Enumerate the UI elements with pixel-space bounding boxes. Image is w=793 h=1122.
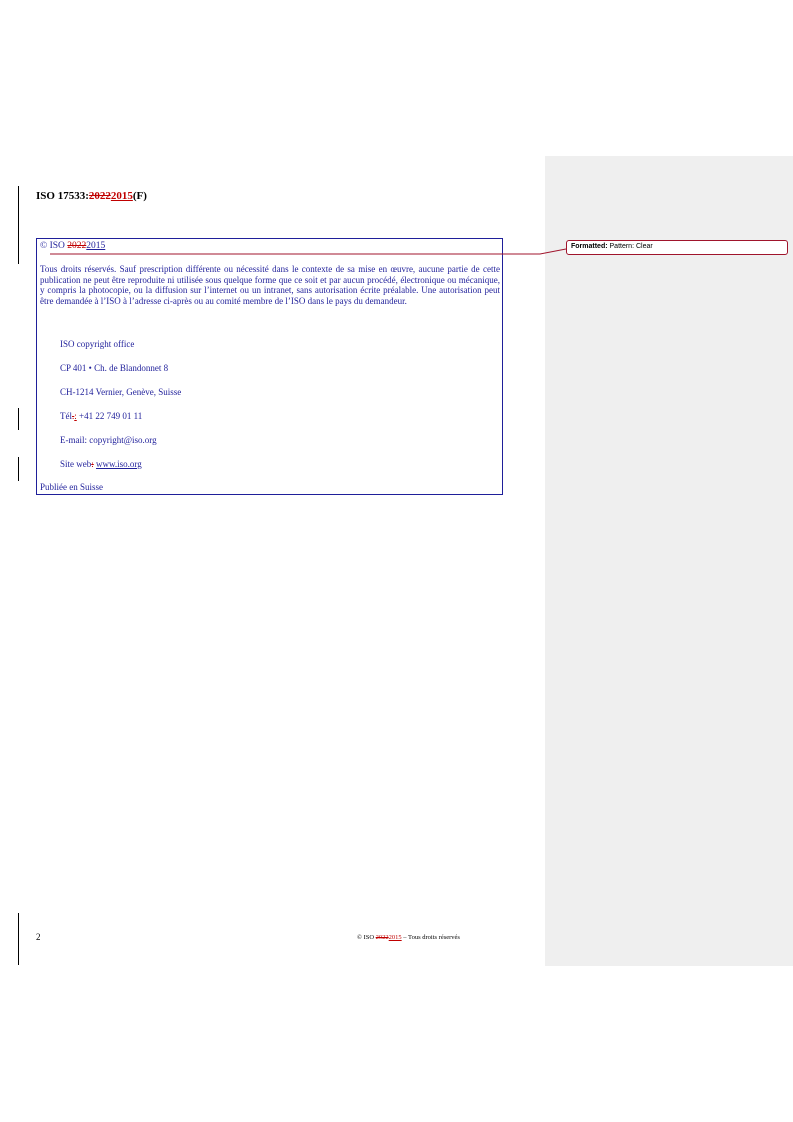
copyright-iso: ISO bbox=[49, 241, 65, 251]
footer-copy-prefix: © ISO bbox=[357, 934, 376, 941]
footer-year-inserted: 2015 bbox=[388, 934, 402, 941]
tel-label: Tél bbox=[60, 411, 72, 421]
change-bar bbox=[18, 457, 19, 481]
copyright-year-inserted: 2015 bbox=[86, 241, 106, 251]
copyright-office: ISO copyright office bbox=[60, 339, 135, 349]
published-in: Publiée en Suisse bbox=[40, 482, 103, 492]
comment-text: Pattern: Clear bbox=[607, 243, 653, 250]
header-year-deleted: 2022 bbox=[88, 190, 111, 202]
website-link[interactable]: www.iso.org bbox=[96, 459, 142, 469]
header-prefix: ISO 17533: bbox=[36, 190, 89, 202]
tel-deleted: . bbox=[72, 411, 75, 421]
formatting-comment-balloon[interactable] bbox=[566, 240, 788, 255]
web-label: Site web bbox=[60, 459, 92, 469]
page-header-title bbox=[36, 190, 147, 202]
web-deleted: : bbox=[91, 459, 94, 469]
change-bar bbox=[18, 913, 19, 965]
copyright-box bbox=[36, 238, 503, 495]
copyright-symbol: © bbox=[40, 241, 48, 251]
tel-value: +41 22 749 01 11 bbox=[76, 411, 143, 421]
tel-inserted: : bbox=[74, 411, 77, 421]
copyright-address-1: CP 401 • Ch. de Blandonnet 8 bbox=[60, 363, 169, 373]
footer-copy-suffix: – Tous droits réservés bbox=[401, 934, 460, 941]
footer-year-deleted: 2022 bbox=[375, 934, 389, 941]
copyright-paragraph: Tous droits réservés. Sauf prescription différente ou nécessité dans le contexte de sa mise en œuvre, aucune partie de cette publication ne peut être reproduite ni utilisée sous quelque forme que ce soit et par aucun procédé, électronique ou mécanique, y compris la photocopie, ou la diffusion sur l’internet ou un intranet, sans autorisation écrite préalable. Une autorisation peut être demandée à l’ISO à l’adresse ci-après ou au comité membre de l’ISO dans le pays du demandeur. bbox=[40, 264, 500, 306]
copyright-email: E-mail: copyright@iso.org bbox=[60, 435, 157, 445]
copyright-telephone bbox=[60, 411, 142, 422]
copyright-year-deleted: 2022 bbox=[67, 241, 87, 251]
change-bar bbox=[18, 186, 19, 264]
change-bar bbox=[18, 408, 19, 430]
comment-connector-line bbox=[50, 248, 566, 256]
header-suffix: (F) bbox=[132, 190, 147, 202]
footer-copyright bbox=[357, 934, 460, 941]
header-year-inserted: 2015 bbox=[110, 190, 133, 202]
page-number: 2 bbox=[36, 932, 41, 942]
copyright-website bbox=[60, 459, 142, 470]
markup-pane bbox=[545, 156, 793, 966]
comment-label: Formatted: bbox=[571, 243, 608, 250]
copyright-address-2: CH-1214 Vernier, Genève, Suisse bbox=[60, 387, 182, 397]
